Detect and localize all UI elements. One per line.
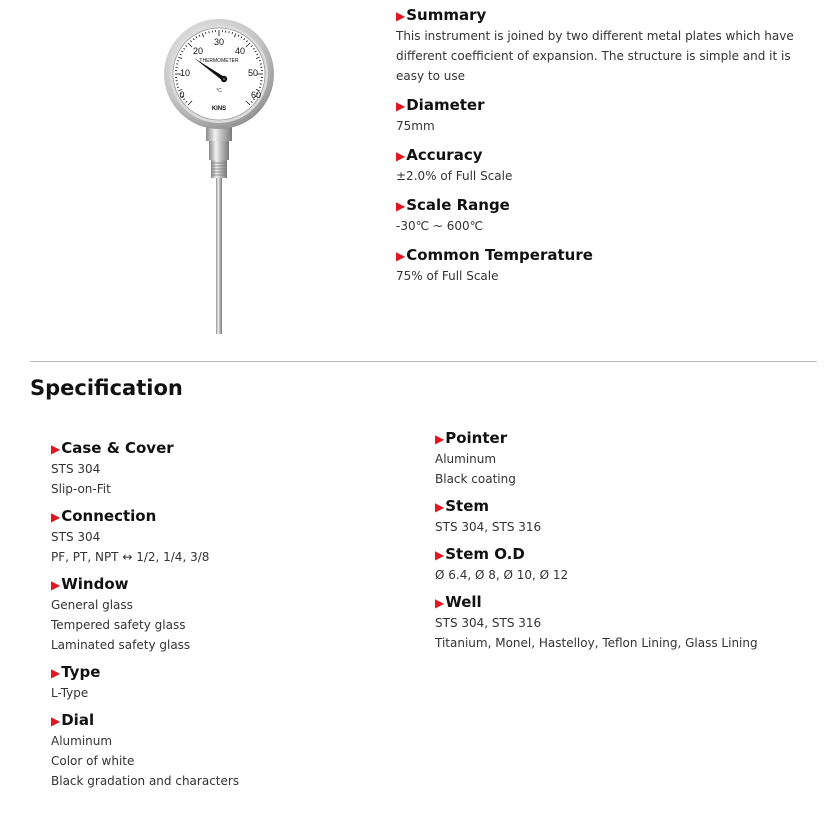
summary-section	[396, 6, 816, 296]
block-line: 75mm	[396, 119, 435, 133]
block-line: Black coating	[435, 472, 516, 486]
red-triangle-icon: ▶	[396, 149, 406, 163]
stem	[216, 178, 222, 334]
block-line: Slip-on-Fit	[51, 482, 111, 496]
summary-block-common-temperature	[396, 246, 816, 286]
specification-heading: Specification	[30, 376, 183, 400]
block-line: Aluminum	[51, 734, 113, 748]
red-triangle-icon: ▶	[435, 432, 445, 446]
dial-number-50: 50	[247, 68, 259, 78]
connector-hex	[209, 140, 229, 160]
block-line: General glass	[51, 598, 133, 612]
block-line: Black gradation and characters	[51, 774, 240, 788]
dial-unit: °C	[216, 88, 222, 94]
block-title: Connection	[61, 507, 157, 525]
block-title: Window	[61, 575, 129, 593]
block-line: Color of white	[51, 754, 135, 768]
red-triangle-icon: ▶	[396, 9, 406, 23]
block-title: Case & Cover	[61, 439, 174, 457]
block-line: Titanium, Monel, Hastelloy, Teflon Lining, Glass Lining	[435, 636, 758, 650]
block-title: Dial	[61, 711, 95, 729]
block-title: Common Temperature	[406, 246, 593, 264]
summary-block-accuracy	[396, 146, 816, 186]
block-line: Aluminum	[435, 452, 497, 466]
block-title: Well	[445, 593, 482, 611]
block-line: different coefficient of expansion. The structure is simple and it is	[396, 49, 791, 63]
block-line: ±2.0% of Full Scale	[396, 169, 513, 183]
block-title: Type	[61, 663, 101, 681]
red-triangle-icon: ▶	[435, 548, 445, 562]
block-line: 75% of Full Scale	[396, 269, 499, 283]
red-triangle-icon: ▶	[51, 714, 61, 728]
block-title: Summary	[406, 6, 487, 24]
block-title: Stem O.D	[445, 545, 525, 563]
block-line: Tempered safety glass	[51, 618, 186, 632]
red-triangle-icon: ▶	[435, 500, 445, 514]
block-line: STS 304, STS 316	[435, 520, 542, 534]
spec-block-type	[51, 663, 391, 703]
red-triangle-icon: ▶	[396, 99, 406, 113]
red-triangle-icon: ▶	[396, 249, 406, 263]
spec-block-well	[435, 593, 825, 653]
block-line: Ø 6.4, Ø 8, Ø 10, Ø 12	[435, 568, 569, 582]
dial-brand: KINS	[211, 106, 227, 112]
dial-number-60: 60	[250, 90, 262, 100]
block-title: Accuracy	[406, 146, 483, 164]
spec-column-right	[435, 429, 825, 661]
dial-number-10: 10	[179, 68, 191, 78]
summary-block-scale-range	[396, 196, 816, 236]
summary-block-summary	[396, 6, 816, 86]
block-line: easy to use	[396, 69, 466, 83]
block-title: Scale Range	[406, 196, 510, 214]
block-line: L-Type	[51, 686, 89, 700]
block-line: STS 304	[51, 462, 101, 476]
spec-block-stem	[435, 497, 825, 537]
spec-block-connection	[51, 507, 391, 567]
red-triangle-icon: ▶	[51, 510, 61, 524]
block-line: STS 304, STS 316	[435, 616, 542, 630]
summary-block-diameter	[396, 96, 816, 136]
dial-number-0: 0	[179, 90, 185, 100]
dial-label: THERMOMETER	[199, 58, 239, 64]
block-line: PF, PT, NPT ↔ 1/2, 1/4, 3/8	[51, 550, 210, 564]
section-divider	[30, 361, 817, 362]
block-title: Diameter	[406, 96, 485, 114]
spec-column-left	[51, 439, 391, 799]
block-line: -30℃ ~ 600℃	[396, 219, 484, 233]
block-line: This instrument is joined by two different metal plates which have	[396, 29, 794, 43]
spec-block-window	[51, 575, 391, 655]
red-triangle-icon: ▶	[435, 596, 445, 610]
spec-block-pointer	[435, 429, 825, 489]
dial-number-20: 20	[192, 46, 204, 56]
block-title: Pointer	[445, 429, 508, 447]
red-triangle-icon: ▶	[396, 199, 406, 213]
thermometer-product-image	[160, 18, 280, 340]
red-triangle-icon: ▶	[51, 666, 61, 680]
spec-block-dial	[51, 711, 391, 791]
block-title: Stem	[445, 497, 490, 515]
spec-block-stem-od	[435, 545, 825, 585]
block-line: STS 304	[51, 530, 101, 544]
block-line: Laminated safety glass	[51, 638, 191, 652]
red-triangle-icon: ▶	[51, 442, 61, 456]
spec-block-case-cover	[51, 439, 391, 499]
red-triangle-icon: ▶	[51, 578, 61, 592]
dial-number-40: 40	[234, 46, 246, 56]
dial-number-30: 30	[213, 37, 225, 47]
